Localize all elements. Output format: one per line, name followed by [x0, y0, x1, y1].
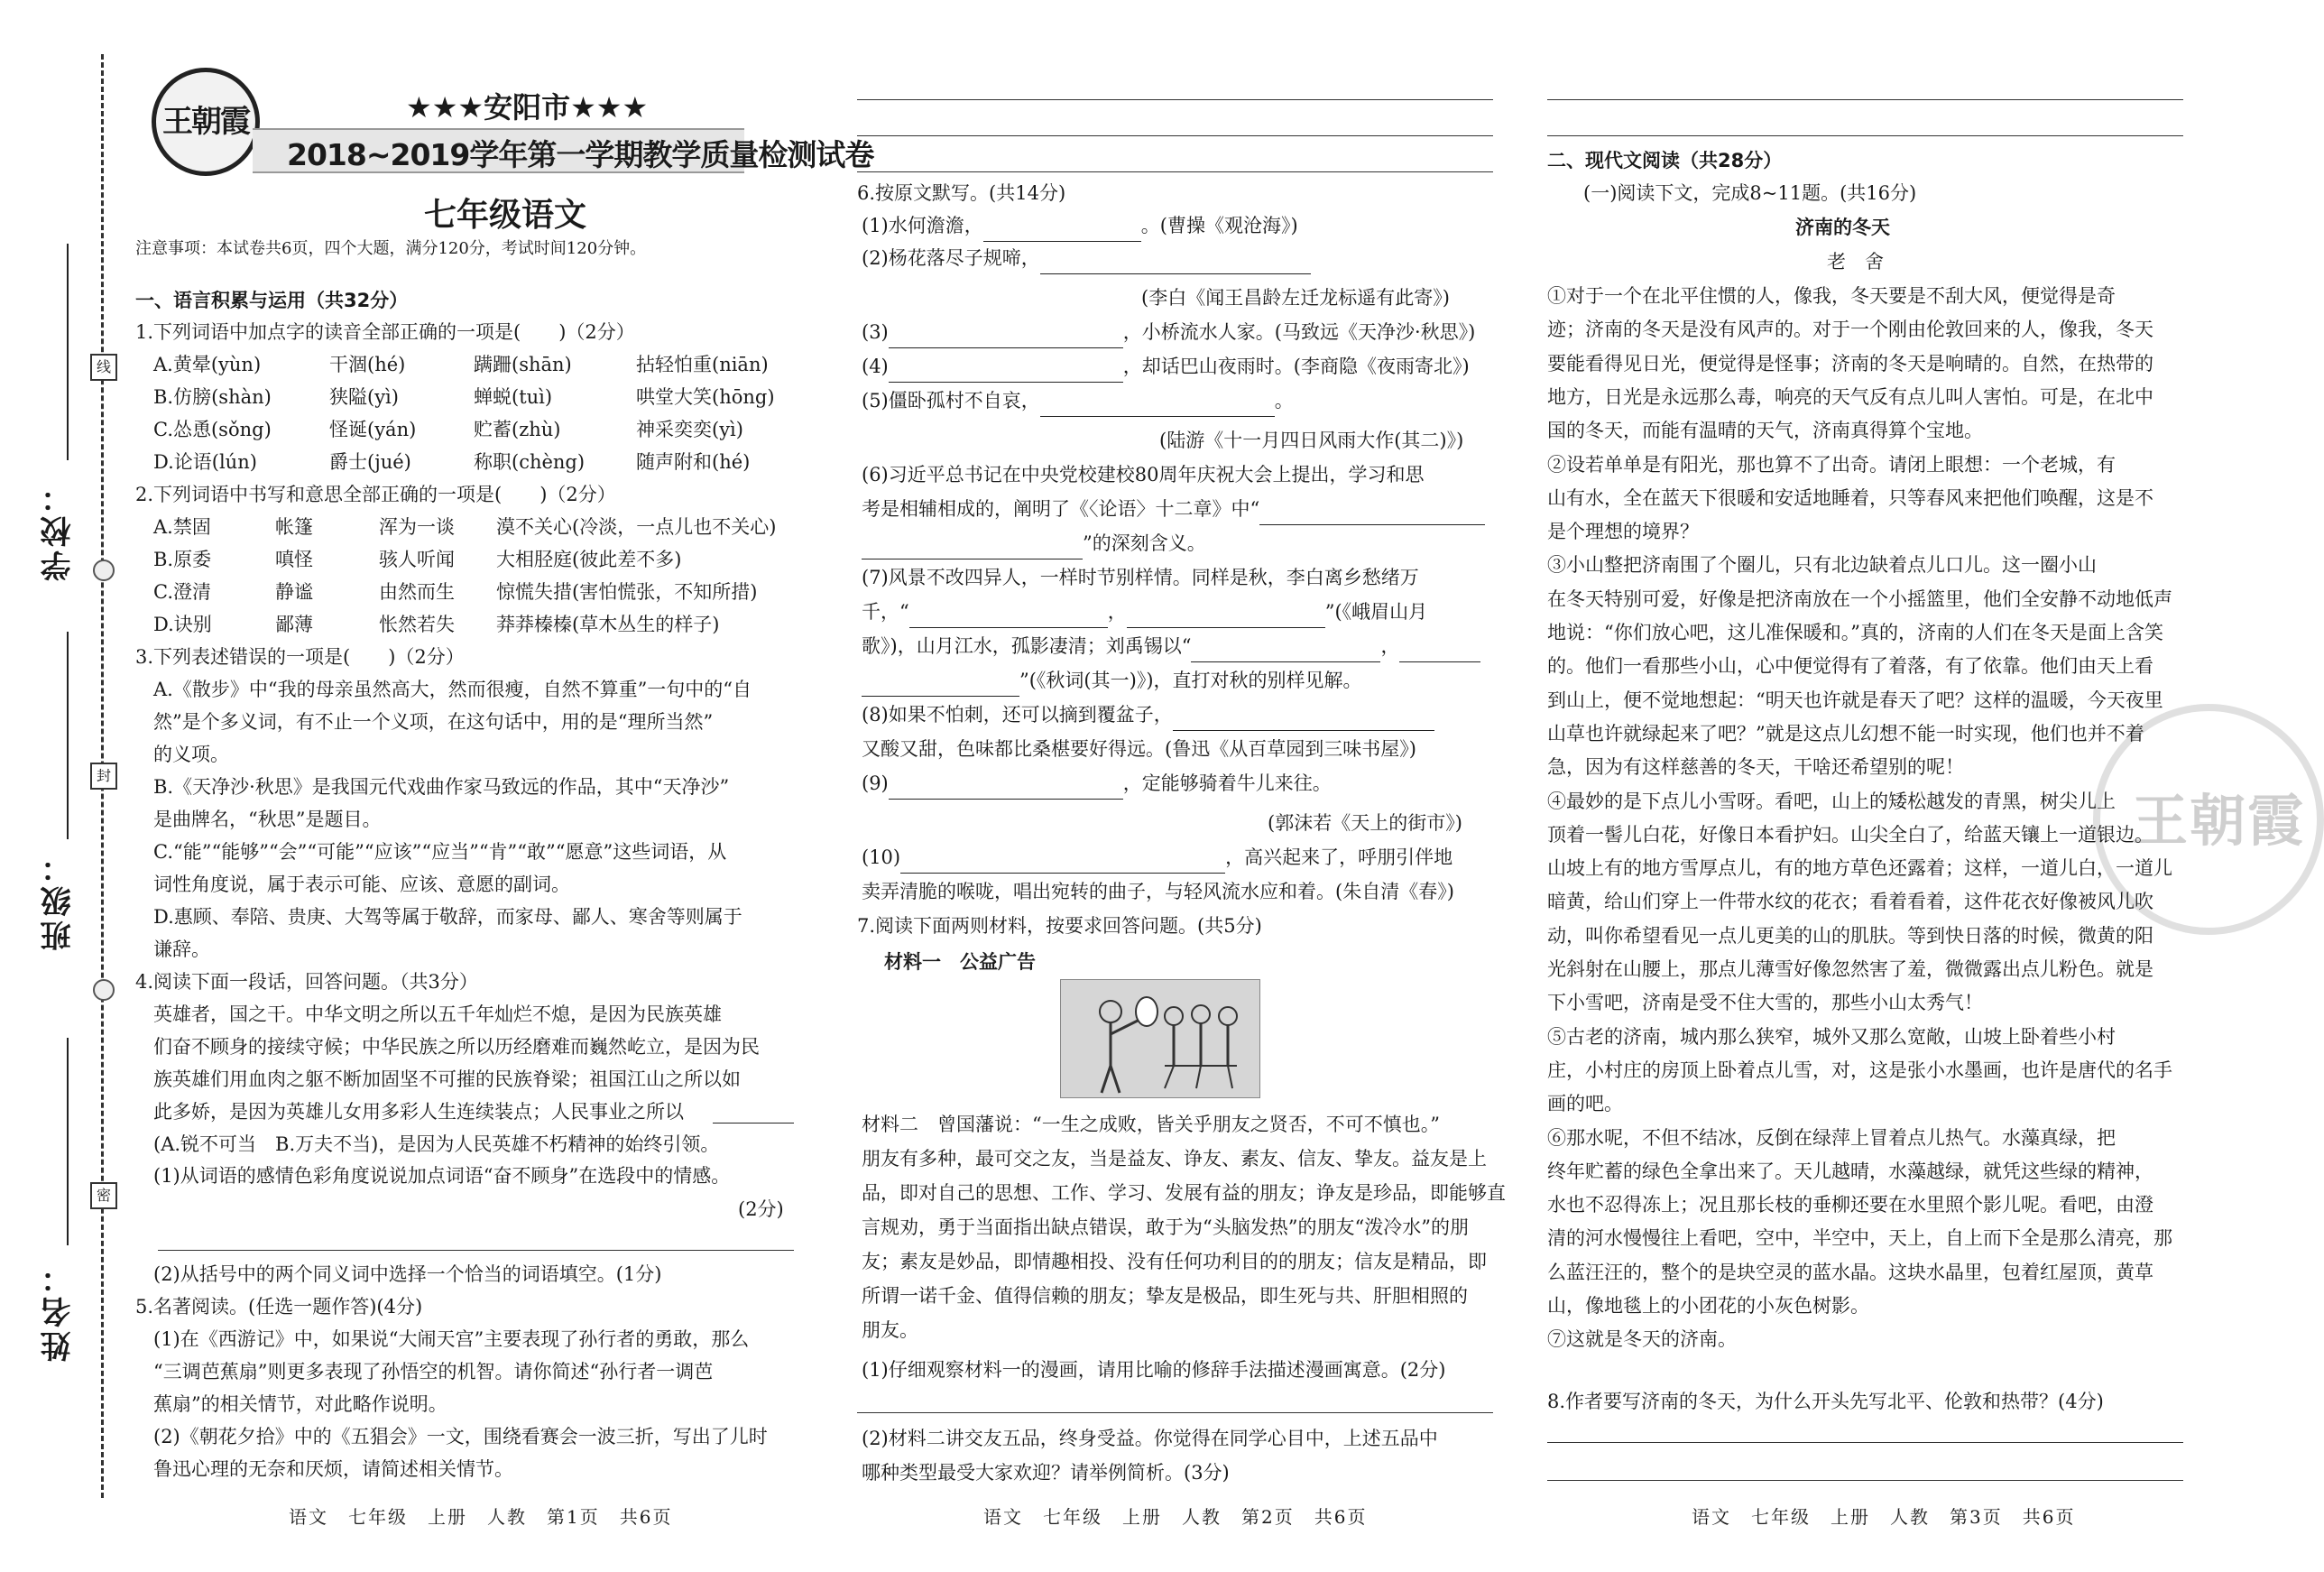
article-line: 是个理想的境界？: [1547, 521, 1699, 543]
article-line: 山坡上有的地方雪厚点儿，有的地方草色还露着；这样，一道儿白，一道儿: [1547, 857, 2172, 880]
option-choice[interactable]: B.原委: [153, 549, 212, 570]
q6-item-5: (5)僵卧孤村不自哀， 。: [862, 384, 1294, 417]
option-text: B.《天净沙·秋思》是我国元代戏曲作家马致远的作品，其中“天净沙”: [153, 776, 730, 798]
option-text: 谦辞。: [153, 939, 210, 960]
material-1-label: 材料一 公益广告: [884, 951, 1036, 973]
q6-item-4: (4) ，却话巴山夜雨时。(李商隐《夜雨寄北》): [862, 350, 1470, 383]
material-line: 品，即对自己的思想、工作、学习、发展有益的朋友；诤友是珍品，即能够直: [862, 1182, 1506, 1204]
question-5: 5.名著阅读。(任选一题作答)(4分): [135, 1296, 423, 1318]
q6-blank-4[interactable]: [889, 358, 1123, 383]
q6-item-7-line4: ”(《秋词(其一)》)，直打对秋的别样见解。: [862, 664, 1362, 697]
question-7-1: (1)仔细观察材料一的漫画，请用比喻的修辞手法描述漫画寓意。(2分): [862, 1359, 1446, 1381]
q6-blank-7d[interactable]: [1399, 638, 1480, 662]
option-choice[interactable]: D.诀别: [153, 614, 212, 635]
q6-item-7-line2: 千，“ ， ”(《峨眉山月: [862, 596, 1427, 628]
q6-blank-3[interactable]: [889, 324, 1123, 348]
q6-item-9-source: (郭沫若《天上的街市》): [1268, 812, 1462, 834]
option-text: “三调芭蕉扇”则更多表现了孙悟空的机智。请你简述“孙行者一调芭: [153, 1361, 714, 1382]
option-choice[interactable]: C.怂恿(sǒng): [153, 419, 272, 440]
answer-line[interactable]: [1547, 135, 2183, 136]
q6-blank-10[interactable]: [900, 849, 1225, 874]
q6-item-6-line2: 考是相辅相成的，阐明了《〈论语〉十二章》中“: [862, 493, 1485, 525]
article-line: ⑤古老的济南，城内那么狭窄，城外又那么宽敞，山坡上卧着些小村: [1547, 1025, 2116, 1048]
option-text: A.《散步》中“我的母亲虽然高大，然而很瘦，自然不算重”一句中的“自: [153, 679, 752, 700]
page-2: [857, 0, 1506, 1572]
q6-item-10-line1: (10) ，高兴起来了，呼朋引伴地: [862, 841, 1452, 874]
q6-item-5-source: (陆游《十一月四日风雨大作(其二)》): [1159, 430, 1464, 451]
article-line: 暗黄，给山们穿上一件带水纹的花衣；看着看着，这件花衣好像被风儿吹: [1547, 891, 2153, 913]
name-label: 姓名：: [41, 1259, 77, 1362]
option-choice[interactable]: 漠不关心(冷淡，一点儿也不关心): [496, 516, 777, 538]
article-line: ①对于一个在北平住惯的人，像我，冬天要是不刮大风，便觉得是奇: [1547, 285, 2116, 307]
article-line: ⑦这就是冬天的济南。: [1547, 1328, 1737, 1351]
binding-hole: [93, 979, 115, 1001]
article-line: 在冬天特别可爱，好像是把济南放在一个小摇篮里，他们全安静不动地低声: [1547, 587, 2172, 610]
q6-blank-5[interactable]: [1040, 393, 1275, 417]
q6-item-8-line2: 又酸又甜，色味都比桑椹要好得远。(鲁迅《从百草园到三味书屋》): [862, 738, 1416, 760]
answer-line[interactable]: [857, 99, 1493, 100]
article-line: 顶着一髻儿白花，好像日本看护妇。山尖全白了，给蓝天镶上一道银边。: [1547, 823, 2153, 846]
article-line: 山，像地毯上的小团花的小灰色树影。: [1547, 1295, 1869, 1317]
option-choice[interactable]: 怅然若失: [379, 614, 455, 635]
answer-line[interactable]: [1547, 1442, 2183, 1443]
answer-line[interactable]: [1547, 1480, 2183, 1481]
option-choice[interactable]: 随声附和(hé): [636, 451, 751, 473]
passage-line: 英雄者，国之干。中华文明之所以五千年灿烂不熄，是因为民族英雄: [153, 1003, 722, 1025]
school-field[interactable]: [67, 244, 69, 460]
q6-blank-7b[interactable]: [1127, 604, 1325, 628]
answer-line[interactable]: [1547, 99, 2183, 100]
passage-line: 们奋不顾身的接续守候；中华民族之所以历经磨难而巍然屹立，是因为民: [153, 1036, 760, 1058]
option-choice[interactable]: 骇人听闻: [379, 549, 455, 570]
option-text: D.惠顾、奉陪、贵庚、大驾等属于敬辞，而家母、鄙人、寒舍等则属于: [153, 906, 742, 928]
option-choice[interactable]: 哄堂大笑(hōng): [636, 386, 775, 408]
option-choice[interactable]: 贮蓄(zhù): [474, 419, 561, 440]
q6-item-8-line1: (8)如果不怕刺，还可以摘到覆盆子，: [862, 698, 1434, 731]
page-footer-3: 语文 七年级 上册 人教 第3页 共6页: [1692, 1506, 2076, 1528]
cartoon-illustration-icon: [1061, 980, 1259, 1097]
option-text: C.“能”“能够”“会”“可能”“应该”“应当”“肯”“敢”“愿意”这些词语，从: [153, 841, 727, 863]
option-choice[interactable]: 由然而生: [379, 581, 455, 603]
option-choice[interactable]: 静谧: [275, 581, 313, 603]
q6-blank-7c[interactable]: [1191, 638, 1380, 662]
q6-item-2-source: (李白《闻王昌龄左迁龙标遥有此寄》): [1141, 287, 1450, 309]
q6-item-7-line3: 歌》)，山月江水，孤影凄清；刘禹锡以“ ，: [862, 630, 1480, 662]
option-choice[interactable]: D.论语(lún): [153, 451, 257, 473]
option-text: 鲁迅心理的无奈和厌烦，请简述相关情节。: [153, 1458, 513, 1480]
option-choice[interactable]: A.禁固: [153, 516, 211, 538]
material-line: 朋友。: [862, 1319, 918, 1341]
answer-line[interactable]: [158, 1250, 794, 1251]
option-choice[interactable]: 蹒跚(shān): [474, 354, 572, 375]
exam-city: ★★★安阳市★★★: [406, 90, 649, 125]
article-line: 迹；济南的冬天是没有风声的。对于一个刚由伦敦回来的人，像我，冬天: [1547, 319, 2153, 341]
option-choice[interactable]: 干涸(hé): [329, 354, 406, 375]
q6-item-2: (2)杨花落尽子规啼，: [862, 242, 1311, 274]
article-line: 地说：“你们放心吧，这儿准保暖和。”真的，济南的人们在冬天是面上含笑: [1547, 622, 2163, 643]
answer-line[interactable]: [857, 135, 1493, 136]
article-line: 地方，日光是永远那么毒，响亮的天气反有点儿叫人害怕。可是，在北中: [1547, 385, 2153, 408]
q6-item-6-line1: (6)习近平总书记在中央党校建校80周年庆祝大会上提出，学习和思: [862, 464, 1425, 485]
q6-item-6-line3: ”的深刻含义。: [862, 527, 1206, 559]
option-choice[interactable]: 狭隘(yì): [329, 386, 399, 408]
article-line: 的。他们一看那些小山，心中便觉得有了着落，有了依靠。他们由天上看: [1547, 655, 2153, 678]
question-2: 2.下列词语中书写和意思全部正确的一项是( )（2分）: [135, 484, 616, 505]
article-line: ③小山整把济南围了个圈儿，只有北边缺着点儿口儿。这一圈小山: [1547, 554, 2097, 577]
option-choice[interactable]: 鄙薄: [275, 614, 313, 635]
article-line: ④最妙的是下点儿小雪呀。看吧，山上的矮松越发的青黑，树尖儿上: [1547, 790, 2116, 812]
name-field[interactable]: [67, 1038, 69, 1245]
q6-item-3: (3) ，小桥流水人家。(马致远《天净沙·秋思》): [862, 316, 1475, 348]
binding-margin: [0, 0, 135, 1572]
question-4-1: (1)从词语的感情色彩角度说说加点词语“奋不顾身”在选段中的情感。: [153, 1165, 731, 1187]
question-7-2-line1: (2)材料二讲交友五品，终身受益。你觉得在同学心目中，上述五品中: [862, 1428, 1438, 1449]
q6-blank-8[interactable]: [1173, 707, 1434, 731]
option-choice[interactable]: C.澄清: [153, 581, 211, 603]
page-footer-2: 语文 七年级 上册 人教 第2页 共6页: [983, 1506, 1368, 1528]
article-line: ②设若单单是有阳光，那也算不了出奇。请闭上眼想：一个老城，有: [1547, 453, 2116, 476]
option-choice[interactable]: B.仿膀(shàn): [153, 386, 272, 408]
article-line: 要能看得见日光，便觉得是怪事；济南的冬天是响晴的。自然，在热带的: [1547, 352, 2153, 375]
option-text: 然”是个多义词，有不止一个义项，在这句话中，用的是“理所当然”: [153, 711, 714, 733]
question-8: 8.作者要写济南的冬天，为什么开头先写北平、伦敦和热带？(4分): [1547, 1391, 2104, 1412]
option-text: 是曲牌名，“秋思”是题目。: [153, 809, 382, 830]
class-label: 班级：: [41, 848, 77, 951]
q6-blank-1[interactable]: [983, 217, 1141, 242]
q6-blank-9[interactable]: [889, 775, 1123, 800]
exam-title: 2018~2019学年第一学期教学质量检测试卷: [287, 137, 874, 172]
seal-char-feng: 封: [90, 763, 117, 790]
article-line: 山有水，全在蓝天下很暖和安适地睡着，只等春风来把他们唤醒，这是不: [1547, 486, 2153, 509]
question-7-2-line2: 哪种类型最受大家欢迎？请举例简析。(3分): [862, 1462, 1230, 1484]
q6-item-1: (1)水何澹澹， 。(曹操《观沧海》): [862, 209, 1298, 242]
page-footer-1: 语文 七年级 上册 人教 第1页 共6页: [289, 1506, 673, 1528]
material-line: 言规劝，勇于当面指出缺点错误，敢于为“头脑发热”的朋友“泼冷水”的朋: [862, 1216, 1469, 1238]
option-text: (1)在《西游记》中，如果说“大闹天宫”主要表现了孙行者的勇敢，那么: [153, 1328, 750, 1350]
q6-item-7-line1: (7)风景不改四异人，一样时节别样情。同样是秋，李白离乡愁绪万: [862, 567, 1419, 588]
option-choice[interactable]: 爵士(jué): [329, 451, 411, 473]
question-4: 4.阅读下面一段话，回答问题。（共3分）: [135, 971, 478, 993]
option-choice[interactable]: 蝉蜕(tuì): [474, 386, 553, 408]
publisher-logo: 王朝霞: [152, 68, 260, 176]
question-1: 1.下列词语中加点字的读音全部正确的一项是( )（2分）: [135, 321, 635, 343]
q6-blank-2[interactable]: [1040, 250, 1311, 274]
article-line: 动，叫你希望看见一点儿更美的山的肌肤。等到快日落的时候，微黄的阳: [1547, 924, 2153, 947]
q6-item-9: (9) ，定能够骑着牛儿来往。: [862, 767, 1332, 800]
article-line: 国的冬天，而能有温晴的天气，济南真得算个宝地。: [1547, 420, 1983, 442]
material-line: 朋友有多种，最可交之友，当是益友、诤友、素友、信友、挚友。益友是上: [862, 1148, 1487, 1170]
option-choice[interactable]: 浑为一谈: [379, 516, 455, 538]
question-4-2: (2)从括号中的两个同义词中选择一个恰当的词语填空。(1分): [153, 1263, 662, 1285]
article-line: 庄，小村庄的房顶上卧着点儿雪，对，这是张小水墨画，也许是唐代的名手: [1547, 1059, 2172, 1081]
option-choice[interactable]: 帐篷: [275, 516, 313, 538]
exam-notice: 注意事项：本试卷共6页，四个大题，满分120分，考试时间120分钟。: [135, 239, 647, 258]
option-choice[interactable]: 惊慌失措(害怕慌张，不知所措): [496, 581, 758, 603]
page-3: [1547, 0, 2306, 1572]
answer-line[interactable]: [857, 1412, 1493, 1413]
option-choice[interactable]: 大相胫庭(彼此差不多): [496, 549, 682, 570]
option-choice[interactable]: 莽莽榛榛(草木丛生的样子): [496, 614, 720, 635]
seal-char-xian: 线: [90, 354, 117, 381]
seal-char-mi: 密: [90, 1182, 117, 1209]
passage-line: (A.锐不可当 B.万夫不当)，是因为人民英雄不朽精神的始终引领。: [153, 1133, 720, 1155]
question-6: 6.按原文默写。(共14分): [857, 182, 1066, 204]
question-3: 3.下列表述错误的一项是( )（2分）: [135, 646, 465, 668]
article-line: 光斜射在山腰上，那点儿薄雪好像忽然害了羞，微微露出点儿粉色。就是: [1547, 958, 2153, 980]
q6-blank-7a[interactable]: [909, 604, 1108, 628]
option-choice[interactable]: 怪诞(yán): [329, 419, 417, 440]
article-line: 么蓝汪汪的，整个的是块空灵的蓝水晶。这块水晶里，包着红屋顶，黄草: [1547, 1261, 2153, 1283]
article-line: 急，因为有这样慈善的冬天，干啥还希望别的呢！: [1547, 756, 1964, 779]
article-line: ⑥那水呢，不但不结冰，反倒在绿萍上冒着点儿热气。水藻真绿，把: [1547, 1126, 2116, 1149]
q6-blank-6a[interactable]: [1259, 501, 1485, 525]
article-title: 济南的冬天: [1795, 217, 1890, 238]
section-2-heading: 二、现代文阅读（共28分）: [1547, 150, 1783, 171]
article-line: 终年贮蓄的绿色全拿出来了。天儿越晴，水藻越绿，就凭这些绿的精神，: [1547, 1160, 2153, 1182]
reading-part-1: (一)阅读下文，完成8~11题。(共16分): [1583, 182, 1917, 204]
q6-blank-7e[interactable]: [862, 672, 1019, 697]
option-choice[interactable]: A.黄晕(yùn): [153, 354, 262, 375]
material-line: 材料二 曾国藩说：“一生之成败，皆关乎朋友之贤否，不可不慎也。”: [862, 1114, 1440, 1135]
passage-line: 族英雄们用血肉之躯不断加固坚不可摧的民族脊梁；祖国江山之所以如: [153, 1068, 741, 1090]
subject-title: 七年级语文: [424, 197, 587, 234]
binding-hole: [93, 559, 115, 581]
article-line: 画的吧。: [1547, 1093, 1623, 1115]
class-field[interactable]: [67, 632, 69, 839]
article-line: 清的河水慢慢往上看吧，空中，半空中，天上，自上而下全是那么清亮，那: [1547, 1227, 2172, 1250]
watermark-text: 王朝霞: [2132, 788, 2306, 854]
answer-line[interactable]: [857, 171, 1493, 172]
option-choice[interactable]: 拈轻怕重(niān): [636, 354, 769, 375]
option-choice[interactable]: 嗔怪: [275, 549, 313, 570]
article-line: 水也不忍得冻上；况且那长枝的垂柳还要在水里照个影儿呢。看吧，由澄: [1547, 1194, 2153, 1216]
option-text: 蕉扇”的相关情节，对此略作说明。: [153, 1393, 447, 1415]
article-author: 老 舍: [1827, 251, 1884, 273]
q6-blank-6b[interactable]: [862, 535, 1083, 559]
school-label: 学校：: [41, 478, 77, 581]
option-text: 词性角度说，属于表示可能、应该、意愿的副词。: [153, 874, 570, 895]
article-line: 山草也许就绿起来了吧？”就是这点儿幻想不能一时实现，他们也并不着: [1547, 722, 2144, 744]
option-text: 的义项。: [153, 744, 229, 765]
question-4-1-score: (2分): [738, 1198, 784, 1220]
q4-fill-blank[interactable]: [713, 1099, 794, 1124]
option-choice[interactable]: 神采奕奕(yì): [636, 419, 743, 440]
question-7: 7.阅读下面两则材料，按要求回答问题。(共5分): [857, 915, 1262, 937]
option-choice[interactable]: 称职(chèng): [474, 451, 586, 473]
material-line: 所谓一诺千金、值得信赖的朋友；挚友是极品，即生死与共、肝胆相照的: [862, 1285, 1468, 1307]
public-ad-cartoon: [1060, 979, 1260, 1098]
article-line: 到山上，便不觉地想起：“明天也许就是春天了吧？这样的温暖，今天夜里: [1547, 689, 2163, 711]
q6-item-10-line2: 卖弄清脆的喉咙，唱出宛转的曲子，与轻风流水应和着。(朱自清《春》): [862, 881, 1454, 902]
page-1: [135, 0, 874, 1572]
article-line: 下小雪吧，济南是受不住大雪的，那些小山太秀气！: [1547, 992, 1983, 1014]
passage-line: 此多娇，是因为英雄儿女用多彩人生连续装点；人民事业之所以: [153, 1101, 684, 1123]
material-line: 友；素友是妙品，即情趣相投、没有任何功利目的的朋友；信友是精品，即: [862, 1251, 1487, 1272]
option-text: (2)《朝花夕拾》中的《五猖会》一文，围绕看赛会一波三折，写出了儿时: [153, 1426, 768, 1447]
section-1-heading: 一、语言积累与运用（共32分）: [135, 290, 409, 311]
